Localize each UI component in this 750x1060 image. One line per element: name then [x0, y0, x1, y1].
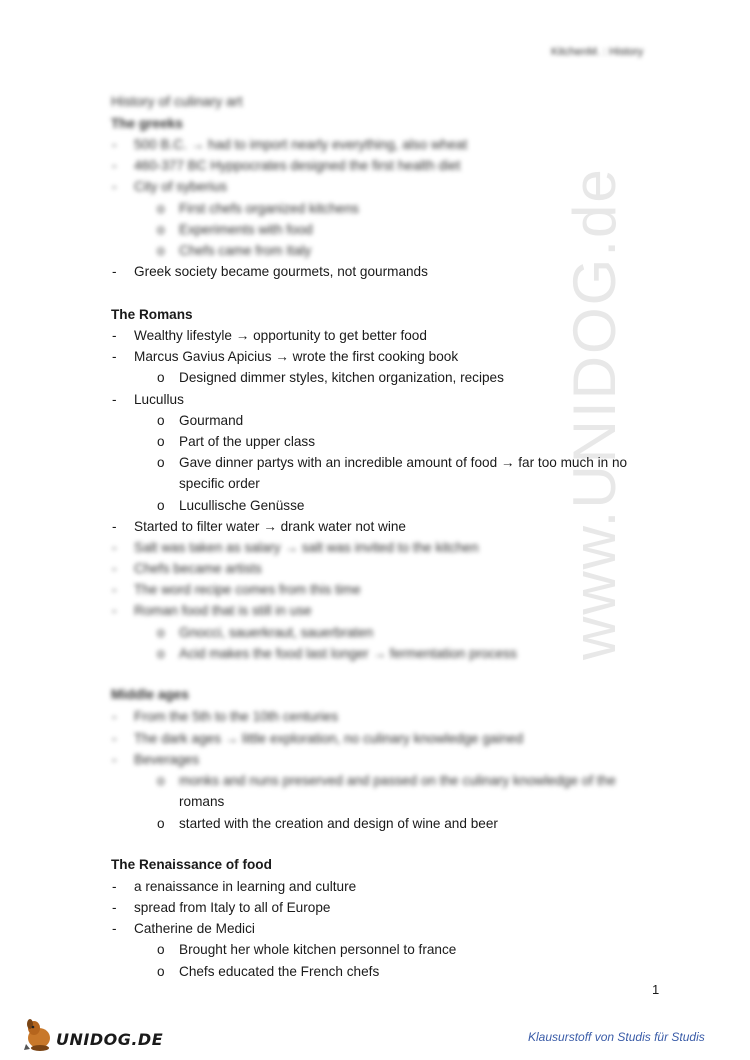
list-item [0, 367, 640, 388]
list-item-text: Marcus Gavius Apicius → wrote the first cooking book [134, 349, 459, 364]
dash-bullet-icon: - [112, 921, 117, 936]
list-item [0, 325, 640, 346]
list-item-text: Lucullische Genüsse [179, 498, 305, 513]
section-heading: The Romans [111, 307, 193, 322]
dash-bullet-icon: - [112, 137, 117, 152]
page-number: 1 [652, 982, 660, 997]
footer-logo-text: UNIDOG.DE [56, 1030, 164, 1049]
section-heading: The Renaissance of food [111, 857, 272, 872]
circle-bullet-icon: o [157, 370, 165, 385]
list-item-text: The word recipe comes from this time [134, 582, 361, 597]
list-item [0, 961, 640, 982]
list-item [0, 918, 640, 939]
list-item [0, 897, 640, 918]
section-heading: Middle ages [111, 687, 189, 702]
section-heading: The greeks [111, 116, 183, 131]
list-item [0, 240, 640, 261]
list-item-text: 460-377 BC Hyppocrates designed the first health diet [134, 158, 461, 173]
circle-bullet-icon: o [157, 455, 165, 470]
list-item-text: Greek society became gourmets, not gourmands [134, 264, 428, 279]
list-item-text: Beverages [134, 752, 199, 767]
dash-bullet-icon: - [112, 519, 117, 534]
circle-bullet-icon: o [157, 243, 165, 258]
circle-bullet-icon: o [157, 434, 165, 449]
list-item-text: spread from Italy to all of Europe [134, 900, 331, 915]
list-item [0, 706, 640, 727]
list-item [0, 600, 640, 621]
list-item [0, 537, 640, 558]
list-item [0, 473, 640, 494]
list-item [0, 176, 640, 197]
circle-bullet-icon: o [157, 773, 165, 788]
list-item-text: Salt was taken as salary → salt was invited to the kitchen [134, 540, 479, 555]
dash-bullet-icon: - [112, 158, 117, 173]
list-item [0, 410, 640, 431]
dash-bullet-icon: - [112, 900, 117, 915]
list-item [0, 495, 640, 516]
list-item-text: 500 B.C. → had to import nearly everything, also wheat [134, 137, 468, 152]
list-item-text: City of syberius [134, 179, 227, 194]
list-item-text: monks and nuns preserved and passed on the culinary knowledge of the [179, 773, 616, 788]
list-item-text: Experiments with food [179, 222, 313, 237]
list-item [0, 198, 640, 219]
list-item-text: The dark ages → little exploration, no culinary knowledge gained [134, 731, 524, 746]
circle-bullet-icon: o [157, 964, 165, 979]
list-item-text: Wealthy lifestyle → opportunity to get better food [134, 328, 427, 343]
circle-bullet-icon: o [157, 413, 165, 428]
list-item-text: Started to filter water → drank water not wine [134, 519, 406, 534]
list-item-text: specific order [179, 476, 260, 491]
list-item [0, 813, 640, 834]
list-item [0, 643, 640, 664]
list-item-text: Part of the upper class [179, 434, 316, 449]
list-item [0, 261, 640, 282]
dash-bullet-icon: - [112, 752, 117, 767]
list-item-text: Gourmand [179, 413, 244, 428]
dash-bullet-icon: - [112, 582, 117, 597]
dash-bullet-icon: - [112, 179, 117, 194]
watermark: www.UNIDOG.de [561, 167, 628, 660]
list-item-text: Roman food that is still in use [134, 603, 312, 618]
list-item-text: a renaissance in learning and culture [134, 879, 357, 894]
list-item [0, 155, 640, 176]
list-item-text: romans [179, 794, 225, 809]
footer-logo [22, 1014, 172, 1054]
footer-slogan: Klausurstoff von Studis für Studis [528, 1030, 705, 1044]
list-item [0, 516, 640, 537]
list-item-text: started with the creation and design of wine and beer [179, 816, 498, 831]
circle-bullet-icon: o [157, 498, 165, 513]
list-item-text: Designed dimmer styles, kitchen organization, recipes [179, 370, 504, 385]
circle-bullet-icon: o [157, 646, 165, 661]
list-item-text: Acid makes the food last longer → fermentation process [179, 646, 517, 661]
dash-bullet-icon: - [112, 731, 117, 746]
list-item [0, 876, 640, 897]
list-item [0, 346, 640, 367]
dash-bullet-icon: - [112, 392, 117, 407]
list-item [0, 622, 640, 643]
dash-bullet-icon: - [112, 879, 117, 894]
list-item-text: Chefs educated the French chefs [179, 964, 380, 979]
list-item [0, 728, 640, 749]
dash-bullet-icon: - [112, 561, 117, 576]
dash-bullet-icon: - [112, 264, 117, 279]
list-item-text: Brought her whole kitchen personnel to france [179, 942, 457, 957]
list-item [0, 452, 640, 473]
list-item-text: First chefs organized kitchens [179, 201, 359, 216]
list-item [0, 389, 640, 410]
dash-bullet-icon: - [112, 349, 117, 364]
list-item-text: Gave dinner partys with an incredible amount of food → far too much in no [179, 455, 628, 470]
list-item [0, 749, 640, 770]
list-item-text: From the 5th to the 10th centuries [134, 709, 339, 724]
circle-bullet-icon: o [157, 816, 165, 831]
dog-logo-icon [22, 1014, 56, 1054]
list-item [0, 791, 640, 812]
list-item-text: Catherine de Medici [134, 921, 255, 936]
list-item-text: Lucullus [134, 392, 184, 407]
circle-bullet-icon: o [157, 942, 165, 957]
dash-bullet-icon: - [112, 709, 117, 724]
list-item [0, 219, 640, 240]
header-doc-ref: KitchenM. : History [551, 46, 644, 58]
circle-bullet-icon: o [157, 222, 165, 237]
circle-bullet-icon: o [157, 201, 165, 216]
list-item [0, 579, 640, 600]
dash-bullet-icon: - [112, 540, 117, 555]
list-item [0, 770, 640, 791]
dash-bullet-icon: - [112, 603, 117, 618]
document-title: History of culinary art [111, 93, 243, 109]
list-item [0, 558, 640, 579]
list-item-text: Chefs became artists [134, 561, 262, 576]
list-item-text: Gnocci, sauerkraut, sauerbraten [179, 625, 374, 640]
list-item [0, 134, 640, 155]
list-item [0, 431, 640, 452]
list-item [0, 939, 640, 960]
circle-bullet-icon: o [157, 625, 165, 640]
list-item-text: Chefs came from Italy [179, 243, 312, 258]
dash-bullet-icon: - [112, 328, 117, 343]
